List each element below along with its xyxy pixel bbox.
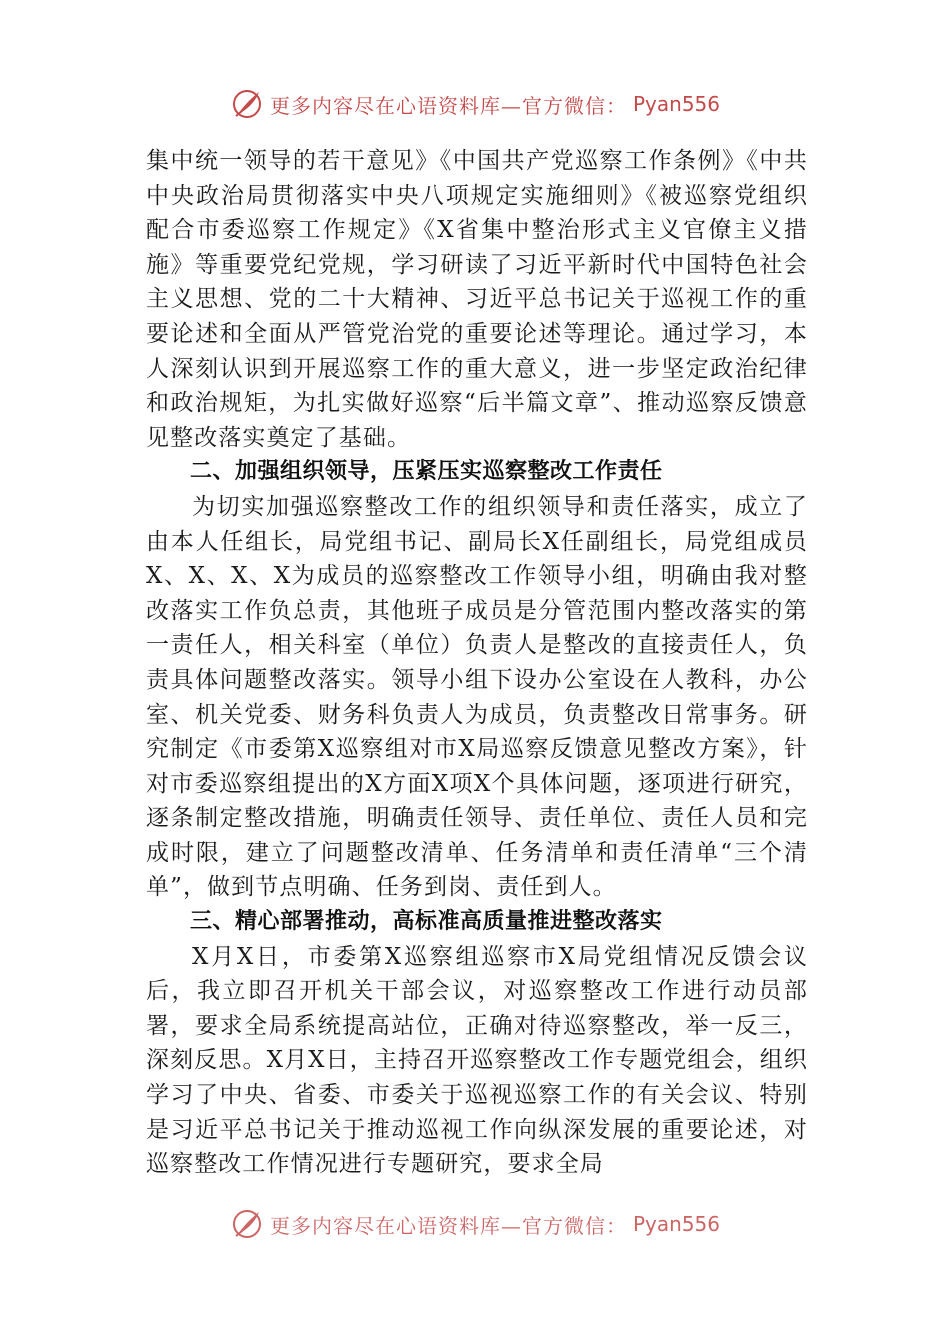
paragraph-continued: 集中统一领导的若干意见》《中国共产党巡察工作条例》《中共中央政治局贯彻落实中央八项规定实施细则》《被巡察党组织配合市委巡察工作规定》《X省集中整治形式主义官僚主义措施》等重要党纪党规，学习研读了习近平新时代中国特色社会主义思想、党的二十大精神、习近平总书记关于巡视工作的重要论述和全面从严管党治党的重要论述等理论。通过学习，本人深刻认识到开展巡察工作的重大意义，进一步坚定政治纪律和政治规矩，为扎实做好巡察“后半篇文章”、推动巡察反馈意见整改落实奠定了基础。 <box>146 148 808 451</box>
section-heading-2: 二、加强组织领导，压紧压实巡察整改工作责任 <box>190 459 663 485</box>
watermark-text: 更多内容尽在心语资料库—官方微信： <box>269 93 627 118</box>
section-heading-3: 三、精心部署推动，高标准高质量推进整改落实 <box>190 909 663 935</box>
quill-logo-icon <box>230 1207 264 1241</box>
watermark-text: 更多内容尽在心语资料库—官方微信： <box>269 1213 627 1238</box>
watermark-wechat-id: Pyan556 <box>632 92 720 116</box>
watermark-wechat-id: Pyan556 <box>632 1212 720 1236</box>
watermark-header <box>0 84 950 124</box>
document-body <box>146 144 808 1182</box>
paragraph-3: X月X日，市委第X巡察组巡察市X局党组情况反馈会议后，我立即召开机关干部会议，对巡察整改工作进行动员部署，要求全局系统提高站位，正确对待巡察整改，举一反三，深刻反思。X月X日，主持召开巡察整改工作专题党组会，组织学习了中央、省委、市委关于巡视巡察工作的有关会议、特别是习近平总书记关于推动巡视工作向纵深发展的重要论述，对巡察整改工作情况进行专题研究，要求全局 <box>146 943 808 1178</box>
quill-logo-icon <box>230 87 264 121</box>
watermark-footer <box>0 1204 950 1244</box>
paragraph-2: 为切实加强巡察整改工作的组织领导和责任落实，成立了由本人任组长，局党组书记、副局长X任副组长，局党组成员X、X、X、X为成员的巡察整改工作领导小组，明确由我对整改落实工作负总责，其他班子成员是分管范围内整改落实的第一责任人，相关科室（单位）负责人是整改的直接责任人，负责具体问题整改落实。领导小组下设办公室设在人教科，办公室、机关党委、财务科负责人为成员，负责整改日常事务。研究制定《市委第X巡察组对市X局巡察反馈意见整改方案》，针对市委巡察组提出的X方面X项X个具体问题，逐项进行研究，逐条制定整改措施，明确责任领导、责任单位、责任人员和完成时限，建立了问题整改清单、任务清单和责任清单“三个清单”，做到节点明确、任务到岗、责任到人。 <box>146 493 808 901</box>
